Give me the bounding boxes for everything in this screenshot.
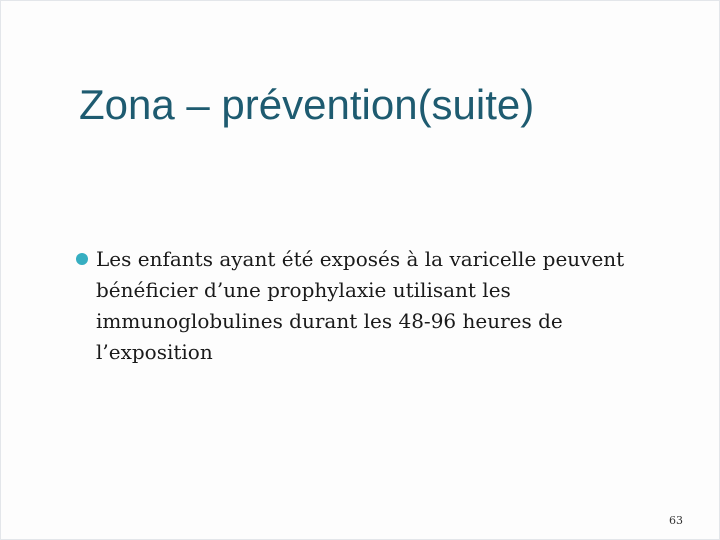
- bullet-item: [73, 244, 673, 368]
- bullet-dot-icon: [76, 253, 88, 265]
- bullet-text: Les enfants ayant été exposés à la varicelle peuvent bénéficier d’une prophylaxie utilisant les immunoglobulines durant les 48-96 heures de l’exposition: [96, 247, 625, 364]
- page-number: 63: [669, 514, 683, 527]
- bullet-list: [73, 244, 673, 368]
- slide-title: Zona – prévention(suite): [79, 81, 535, 128]
